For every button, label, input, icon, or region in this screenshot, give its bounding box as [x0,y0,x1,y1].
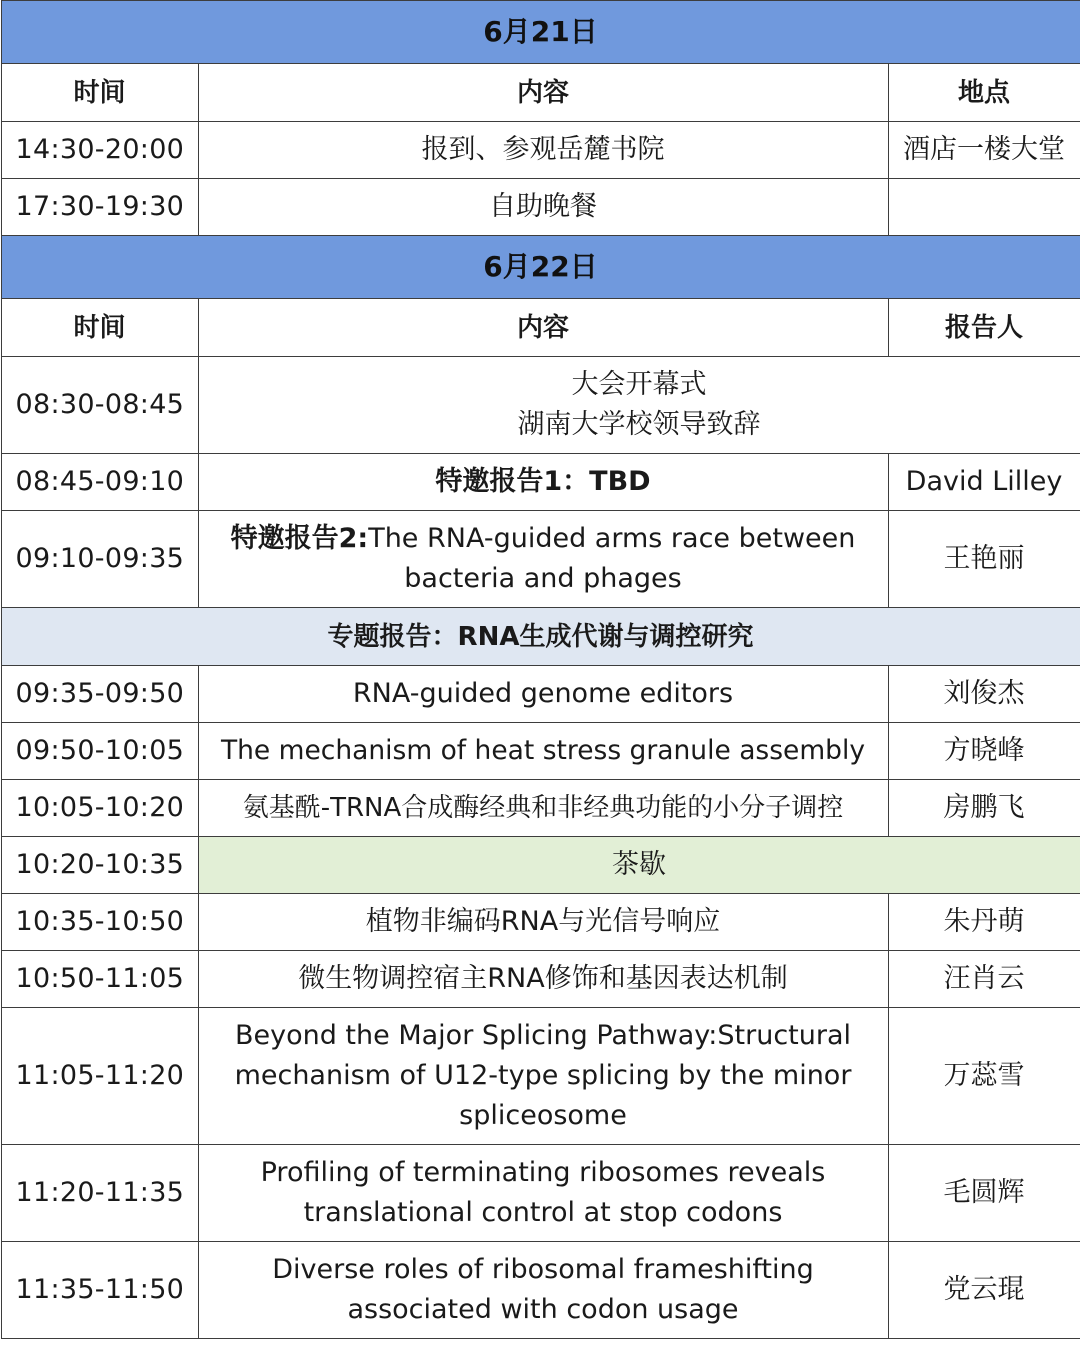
time-cell: 17:30-19:30 [1,179,198,236]
time-cell: 10:35-10:50 [1,894,198,951]
speaker-cell: David Lilley [888,454,1080,511]
time-cell: 11:05-11:20 [1,1008,198,1145]
table-row [1,122,1080,179]
table-row [1,454,1080,511]
time-cell: 08:45-09:10 [1,454,198,511]
content-cell [198,1008,888,1145]
day-header-row [1,236,1080,299]
keynote-content-cell [198,511,888,608]
header-place: 地点 [888,64,1080,122]
keynote-title-line: The RNA-guided arms race between [368,523,856,554]
time-cell: 10:50-11:05 [1,951,198,1008]
content-cell [198,1145,888,1242]
table-row-opening [1,357,1080,454]
content-cell [198,1242,888,1339]
header-content: 内容 [198,64,888,122]
content-cell: 氨基酰-TRNA合成酶经典和非经典功能的小分子调控 [198,780,888,837]
time-cell: 09:50-10:05 [1,723,198,780]
content-line: associated with codon usage [347,1294,739,1325]
table-row [1,723,1080,780]
content-cell: 自助晚餐 [198,179,888,236]
speaker-cell: 刘俊杰 [888,666,1080,723]
time-cell: 14:30-20:00 [1,122,198,179]
time-cell: 10:20-10:35 [1,837,198,894]
opening-content-cell [198,357,1080,454]
content-line: mechanism of U12-type splicing by the minor [234,1060,852,1091]
speaker-cell: 党云琨 [888,1242,1080,1339]
content-line: Profiling of terminating ribosomes reveals [260,1157,826,1188]
content-cell: RNA-guided genome editors [198,666,888,723]
content-cell: 报到、参观岳麓书院 [198,122,888,179]
table-row [1,780,1080,837]
content-cell: 植物非编码RNA与光信号响应 [198,894,888,951]
header-content: 内容 [198,299,888,357]
time-cell: 11:20-11:35 [1,1145,198,1242]
day-title: 6月21日 [1,1,1080,64]
content-cell: The mechanism of heat stress granule assembly [198,723,888,780]
table-row [1,894,1080,951]
day-header-row [1,1,1080,64]
day-title: 6月22日 [1,236,1080,299]
table-row [1,951,1080,1008]
content-line: Diverse roles of ribosomal frameshifting [272,1254,814,1285]
content-line: translational control at stop codons [303,1197,783,1228]
tea-break-row [1,837,1080,894]
column-header-row [1,299,1080,357]
table-row [1,666,1080,723]
opening-line: 大会开幕式 [571,369,707,400]
keynote-title-line: bacteria and phages [404,563,682,594]
content-cell: 微生物调控宿主RNA修饰和基因表达机制 [198,951,888,1008]
speaker-cell: 王艳丽 [888,511,1080,608]
table-row [1,511,1080,608]
speaker-cell: 方晓峰 [888,723,1080,780]
keynote-content-cell: 特邀报告1：TBD [198,454,888,511]
time-cell: 09:10-09:35 [1,511,198,608]
opening-line: 湖南大学校领导致辞 [517,409,761,440]
table-row [1,1008,1080,1145]
tea-break-cell: 茶歇 [198,837,1080,894]
table-row [1,1242,1080,1339]
speaker-cell: 汪肖云 [888,951,1080,1008]
place-cell [888,179,1080,236]
content-line: spliceosome [459,1100,627,1131]
time-cell: 11:35-11:50 [1,1242,198,1339]
table-row [1,1145,1080,1242]
time-cell: 09:35-09:50 [1,666,198,723]
speaker-cell: 房鹏飞 [888,780,1080,837]
time-cell: 10:05-10:20 [1,780,198,837]
time-cell: 08:30-08:45 [1,357,198,454]
topic-row [1,608,1080,666]
content-line: Beyond the Major Splicing Pathway:Structural [234,1020,852,1051]
table-row [1,179,1080,236]
speaker-cell: 万蕊雪 [888,1008,1080,1145]
header-time: 时间 [1,299,198,357]
place-cell: 酒店一楼大堂 [888,122,1080,179]
speaker-cell: 朱丹萌 [888,894,1080,951]
header-speaker: 报告人 [888,299,1080,357]
keynote-label: 特邀报告2: [230,523,369,554]
schedule-table [1,0,1080,1339]
speaker-cell: 毛圆辉 [888,1145,1080,1242]
topic-title: 专题报告：RNA生成代谢与调控研究 [1,608,1080,666]
column-header-row [1,64,1080,122]
header-time: 时间 [1,64,198,122]
